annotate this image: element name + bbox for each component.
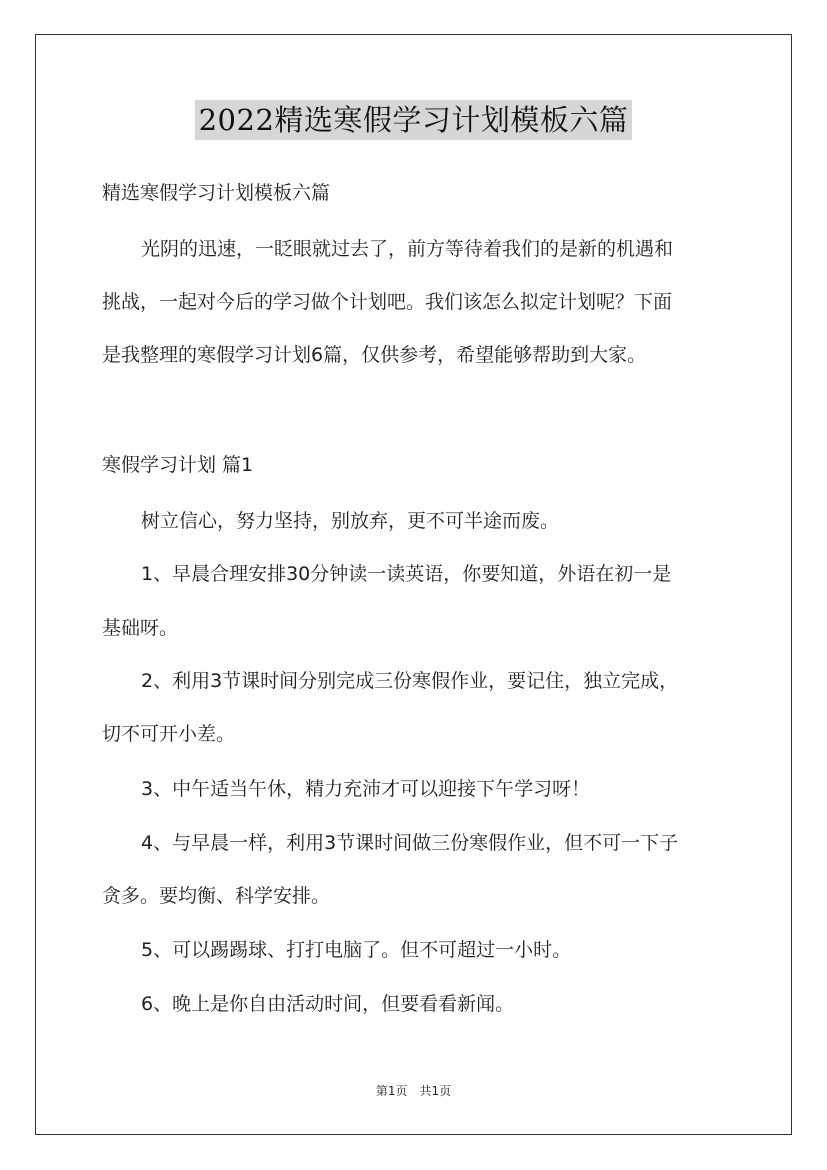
section-heading: 寒假学习计划 篇1 <box>102 454 254 476</box>
document-title: 2022精选寒假学习计划模板六篇 <box>195 100 633 140</box>
body-line-3: 基础呀。 <box>102 617 179 639</box>
intro-line-1: 光阴的迅速，一眨眼就过去了，前方等待着我们的是新的机遇和 <box>141 238 674 260</box>
body-line-1: 树立信心，努力坚持，别放弃，更不可半途而废。 <box>141 510 560 532</box>
body-line-6: 3、中午适当午休，精力充沛才可以迎接下午学习呀！ <box>141 778 591 800</box>
body-line-10: 6、晚上是你自由活动时间，但要看看新闻。 <box>141 993 515 1015</box>
title-container <box>0 100 827 140</box>
intro-line-2: 挑战，一起对今后的学习做个计划吧。我们该怎么拟定计划呢？下面 <box>102 291 673 313</box>
body-line-8: 贪多。要均衡、科学安排。 <box>102 885 331 907</box>
body-line-2: 1、早晨合理安排30分钟读一读英语，你要知道，外语在初一是 <box>141 563 672 585</box>
body-line-9: 5、可以踢踢球、打打电脑了。但不可超过一小时。 <box>141 939 572 961</box>
body-line-7: 4、与早晨一样，利用3节课时间做三份寒假作业，但不可一下子 <box>141 832 679 854</box>
intro-line-3: 是我整理的寒假学习计划6篇，仅供参考，希望能够帮助到大家。 <box>102 344 647 366</box>
page-footer: 第1页 共1页 <box>375 1084 452 1098</box>
document-subtitle: 精选寒假学习计划模板六篇 <box>102 182 331 204</box>
body-line-5: 切不可开小差。 <box>102 723 236 745</box>
body-line-4: 2、利用3节课时间分别完成三份寒假作业，要记住，独立完成， <box>141 670 679 692</box>
